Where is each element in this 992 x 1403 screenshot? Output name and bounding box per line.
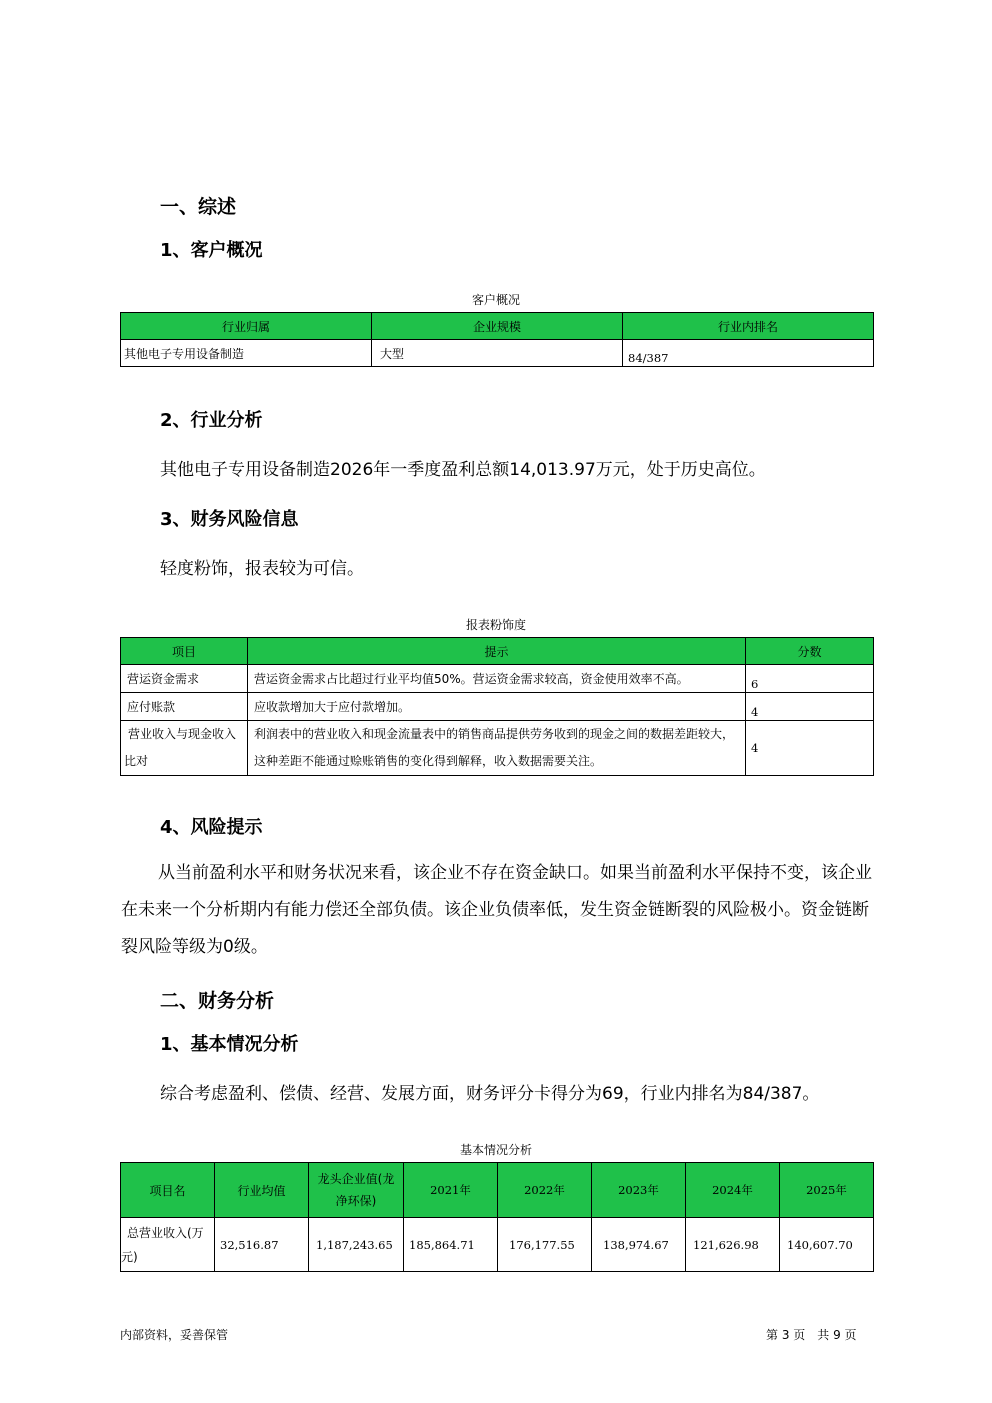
basic-table: [120, 1162, 874, 1272]
table-row: [121, 721, 874, 776]
industry-rank-cell: 84/387: [623, 340, 874, 367]
whitewash-table-header: 项目: [121, 638, 248, 665]
basic-value-cell: 32,516.87: [215, 1218, 309, 1272]
table-row: [121, 693, 874, 721]
basic-item-cell: 总营业收入(万元): [121, 1218, 215, 1272]
section-heading-financial-analysis: 二、财务分析: [160, 990, 275, 1012]
basic-value-cell: 121,626.98: [686, 1218, 780, 1272]
basic-table-header: 2022年: [498, 1163, 592, 1218]
subheading-customer-overview: 1、客户概况: [160, 240, 263, 261]
basic-table-header: 行业均值: [215, 1163, 309, 1218]
section-heading-overview: 一、综述: [160, 196, 237, 218]
basic-table-caption: 基本情况分析: [459, 1143, 532, 1157]
enterprise-scale-cell: 大型: [372, 340, 623, 367]
whitewash-score-cell: 6: [746, 665, 874, 693]
subheading-risk-tip: 4、风险提示: [160, 817, 263, 838]
basic-analysis-text: 综合考虑盈利、偿债、经营、发展方面，财务评分卡得分为69，行业内排名为84/387。: [160, 1084, 820, 1104]
footer-page-number: 第 3 页 共 9 页: [766, 1328, 857, 1342]
basic-value-cell: 138,974.67: [592, 1218, 686, 1272]
whitewash-table-header: 分数: [746, 638, 874, 665]
whitewash-table-header: 提示: [248, 638, 746, 665]
customer-table-header: 企业规模: [372, 313, 623, 340]
whitewash-hint-cell: 利润表中的营业收入和现金流量表中的销售商品提供劳务收到的现金之间的数据差距较大，这种差距不能通过赊账销售的变化得到解释，收入数据需要关注。: [248, 721, 746, 776]
basic-table-header: 2021年: [404, 1163, 498, 1218]
subheading-financial-risk: 3、财务风险信息: [160, 509, 299, 530]
subheading-basic-analysis: 1、基本情况分析: [160, 1034, 299, 1055]
basic-table-header: 龙头企业值(龙净环保): [309, 1163, 404, 1218]
basic-value-cell: 1,187,243.65: [309, 1218, 404, 1272]
whitewash-score-cell: 4: [746, 693, 874, 721]
customer-table: [120, 312, 874, 367]
customer-table-caption: 客户概况: [471, 293, 520, 307]
whitewash-item-cell: 营业收入与现金收入比对: [121, 721, 248, 776]
industry-analysis-text: 其他电子专用设备制造2026年一季度盈利总额14,013.97万元，处于历史高位。: [160, 460, 766, 480]
risk-tip-text: 从当前盈利水平和财务状况来看，该企业不存在资金缺口。如果当前盈利水平保持不变，该企业在未来一个分析期内有能力偿还全部负债。该企业负债率低，发生资金链断裂的风险极小。资金链断裂风险等级为0级。: [121, 863, 872, 957]
customer-table-header: 行业归属: [121, 313, 372, 340]
subheading-industry-analysis: 2、行业分析: [160, 410, 263, 431]
whitewash-hint-cell: 应收款增加大于应付款增加。: [248, 693, 746, 721]
basic-value-cell: 176,177.55: [498, 1218, 592, 1272]
basic-table-header: 2025年: [780, 1163, 874, 1218]
financial-risk-text: 轻度粉饰，报表较为可信。: [160, 559, 364, 579]
whitewash-table-caption: 报表粉饰度: [465, 618, 526, 632]
whitewash-table: [120, 637, 874, 776]
basic-value-cell: 140,607.70: [780, 1218, 874, 1272]
table-row: [121, 665, 874, 693]
table-row: [121, 1218, 874, 1272]
footer-confidential-note: 内部资料，妥善保管: [120, 1328, 229, 1342]
basic-table-header: 项目名: [121, 1163, 215, 1218]
basic-table-header: 2024年: [686, 1163, 780, 1218]
basic-table-header: 2023年: [592, 1163, 686, 1218]
basic-value-cell: 185,864.71: [404, 1218, 498, 1272]
whitewash-item-cell: 营运资金需求: [121, 665, 248, 693]
industry-category-cell: 其他电子专用设备制造: [121, 340, 372, 367]
whitewash-score-cell: 4: [746, 721, 874, 776]
whitewash-item-cell: 应付账款: [121, 693, 248, 721]
customer-table-header: 行业内排名: [623, 313, 874, 340]
whitewash-hint-cell: 营运资金需求占比超过行业平均值50%。营运资金需求较高，资金使用效率不高。: [248, 665, 746, 693]
